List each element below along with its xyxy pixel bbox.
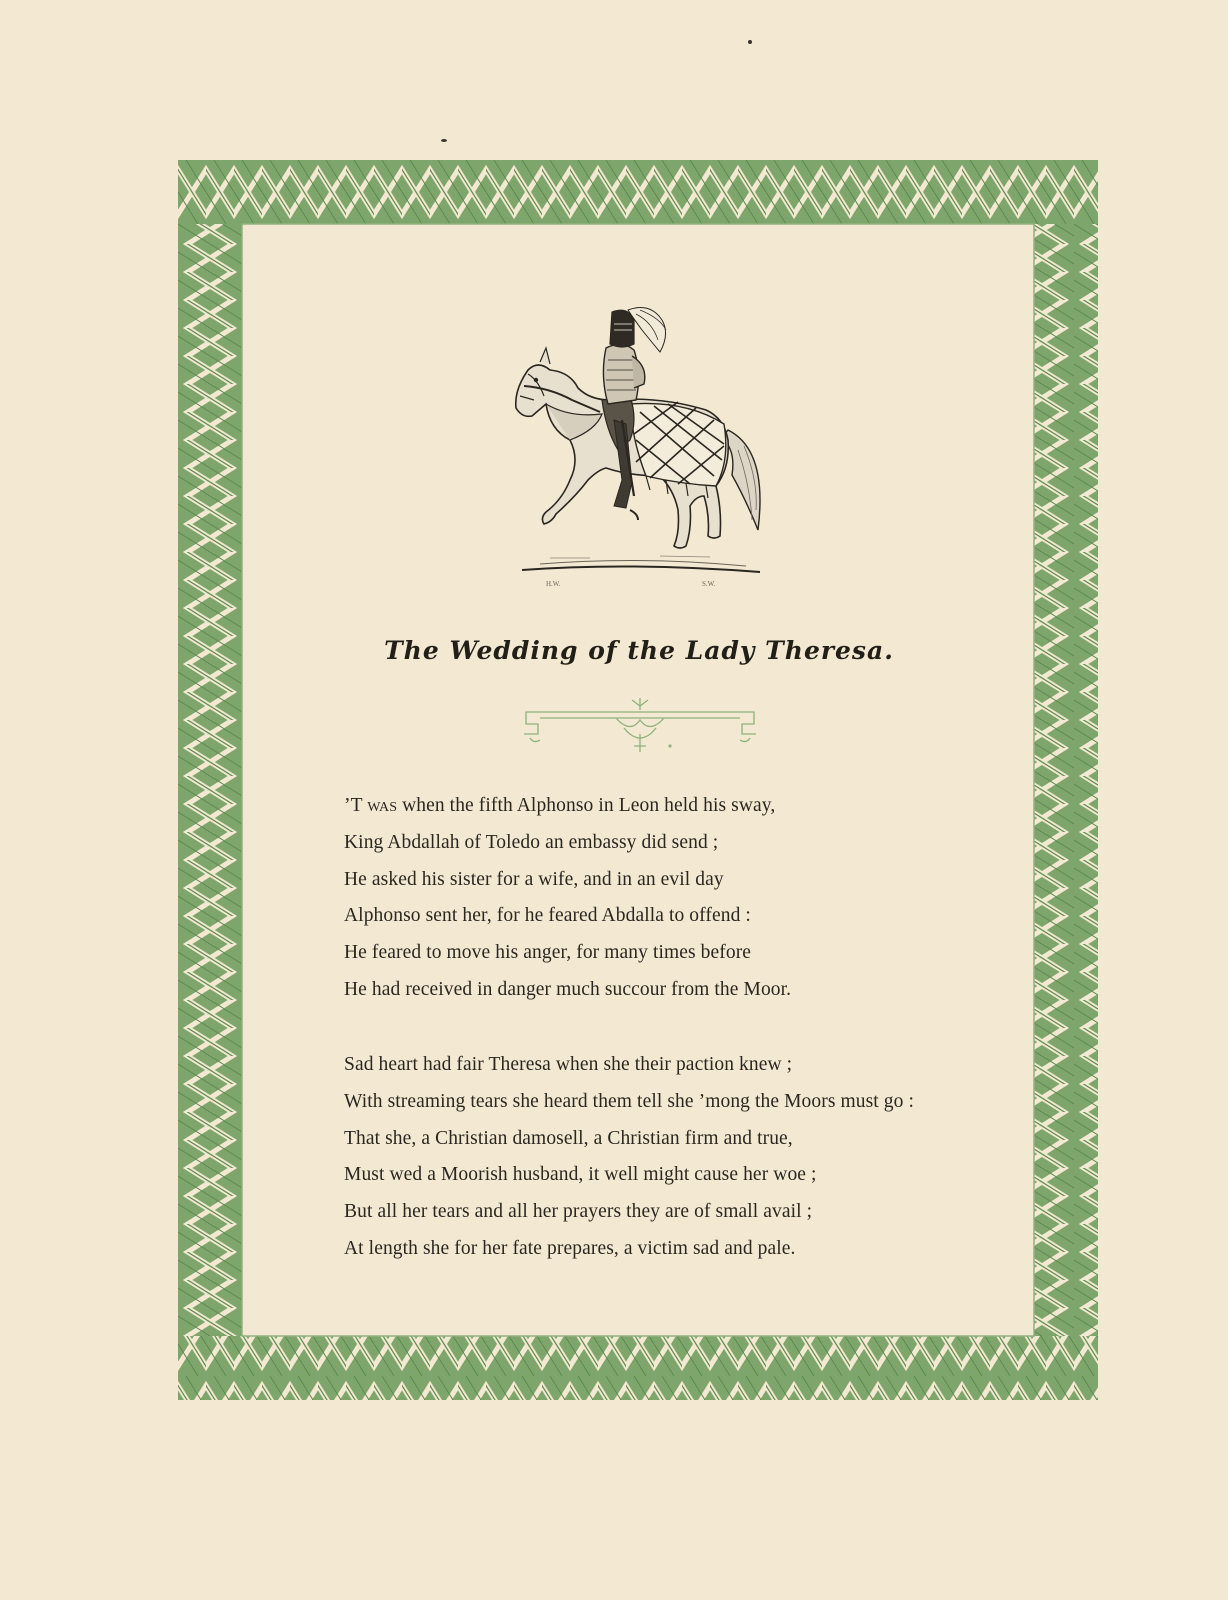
engraver-signature-left: H.W. — [546, 580, 561, 588]
poem-line: With streaming tears she heard them tell she ’mong the Moors must go : — [344, 1090, 914, 1112]
poem-line: That she, a Christian damosell, a Christian firm and true, — [344, 1127, 793, 1149]
poem-line: King Abdallah of Toledo an embassy did send ; — [344, 831, 719, 853]
poem-stanza-2 — [344, 1047, 914, 1268]
engraver-signature-right: S.W. — [702, 580, 716, 588]
poem-line: Must wed a Moorish husband, it well might cause her woe ; — [344, 1164, 817, 1186]
knight-on-horseback-illustration — [510, 300, 770, 590]
poem-line: He had received in danger much succour from the Moor. — [344, 978, 792, 1000]
opening-line-rest: when the fifth Alphonso in Leon held his sway, — [397, 795, 776, 816]
scroll-ornament-icon — [520, 698, 760, 758]
ink-speck — [748, 40, 752, 44]
poem-line: Sad heart had fair Theresa when she their paction knew ; — [344, 1054, 793, 1075]
ink-speck — [441, 139, 447, 142]
decorative-scroll-ornament — [520, 698, 760, 758]
poem-line: He feared to move his anger, for many times before — [344, 942, 752, 964]
opening-word-smallcaps: was — [367, 795, 398, 816]
poem-line: At length she for her fate prepares, a victim sad and pale. — [344, 1237, 796, 1259]
opening-word-lead: ’T — [344, 795, 368, 816]
poem-line: Alphonso sent her, for he feared Abdalla to offend : — [344, 905, 751, 927]
poem-line — [344, 788, 791, 825]
poem-title: The Wedding of the Lady Theresa. — [384, 636, 894, 665]
poem-line: He asked his sister for a wife, and in an evil day — [344, 868, 724, 890]
poem-line: But all her tears and all her prayers they are of small avail ; — [344, 1201, 813, 1223]
knight-on-horseback-icon — [510, 300, 770, 590]
poem-stanza-1 — [344, 788, 791, 1009]
